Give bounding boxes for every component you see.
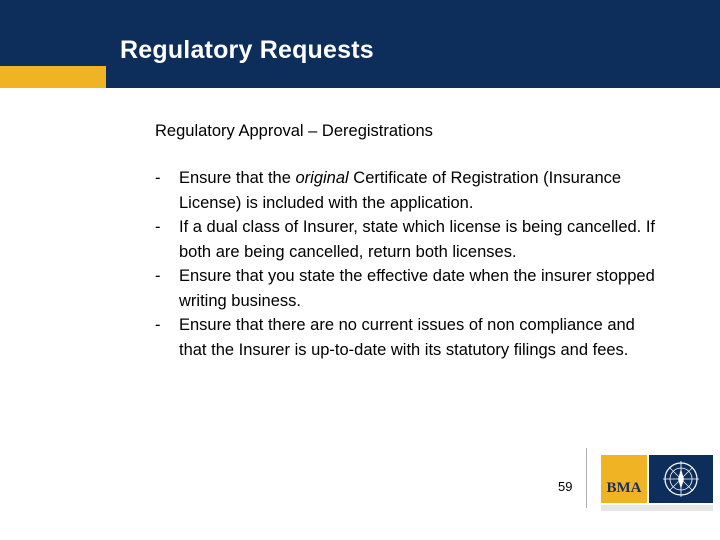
bullet-dash: - [155,267,161,285]
bullet-text: Certificate of Registration (Insurance [348,169,622,187]
bullet-text: that the Insurer is up-to-date with its statutory filings and fees. [179,340,629,359]
bullet-line [179,191,700,216]
section-subtitle: Regulatory Approval – Deregistrations [155,122,433,140]
bullet-text: writing business. [179,291,301,310]
emphasis-text: original [295,169,349,187]
compass-emblem-icon [649,455,713,503]
bullet-text: Ensure that the [179,169,296,187]
bullet-text: both are being cancelled, return both licenses. [179,242,517,261]
bullet-line [179,289,700,314]
bullet-item [155,264,700,313]
footer-divider [586,448,587,508]
bullet-line [179,264,700,289]
bullet-dash: - [155,218,161,236]
bullet-item [155,215,700,264]
bullet-text: Ensure that there are no current issues of non compliance and [179,316,635,334]
logo-navy-panel [649,455,713,503]
bma-logo [601,455,713,503]
bullet-text: Ensure that you state the effective date when the insurer stopped [179,267,655,285]
logo-tagline-strip [601,505,713,511]
bullet-list [155,166,700,362]
bullet-item [155,166,700,215]
bullet-dash: - [155,316,161,334]
bullet-line [179,166,700,191]
bullet-line [179,313,700,338]
bullet-text: License) is included with the application. [179,193,474,212]
bullet-text: If a dual class of Insurer, state which license is being cancelled. If [179,218,656,236]
logo-gold-panel [601,455,647,503]
bullet-dash: - [155,169,161,187]
logo-text: BMA [606,480,642,496]
bullet-item [155,313,700,362]
bullet-line [179,240,700,265]
gold-accent-bar [0,66,106,88]
bullet-line [179,215,700,240]
bullet-line [179,338,700,363]
slide-title: Regulatory Requests [120,36,374,64]
page-number: 59 [558,479,573,494]
